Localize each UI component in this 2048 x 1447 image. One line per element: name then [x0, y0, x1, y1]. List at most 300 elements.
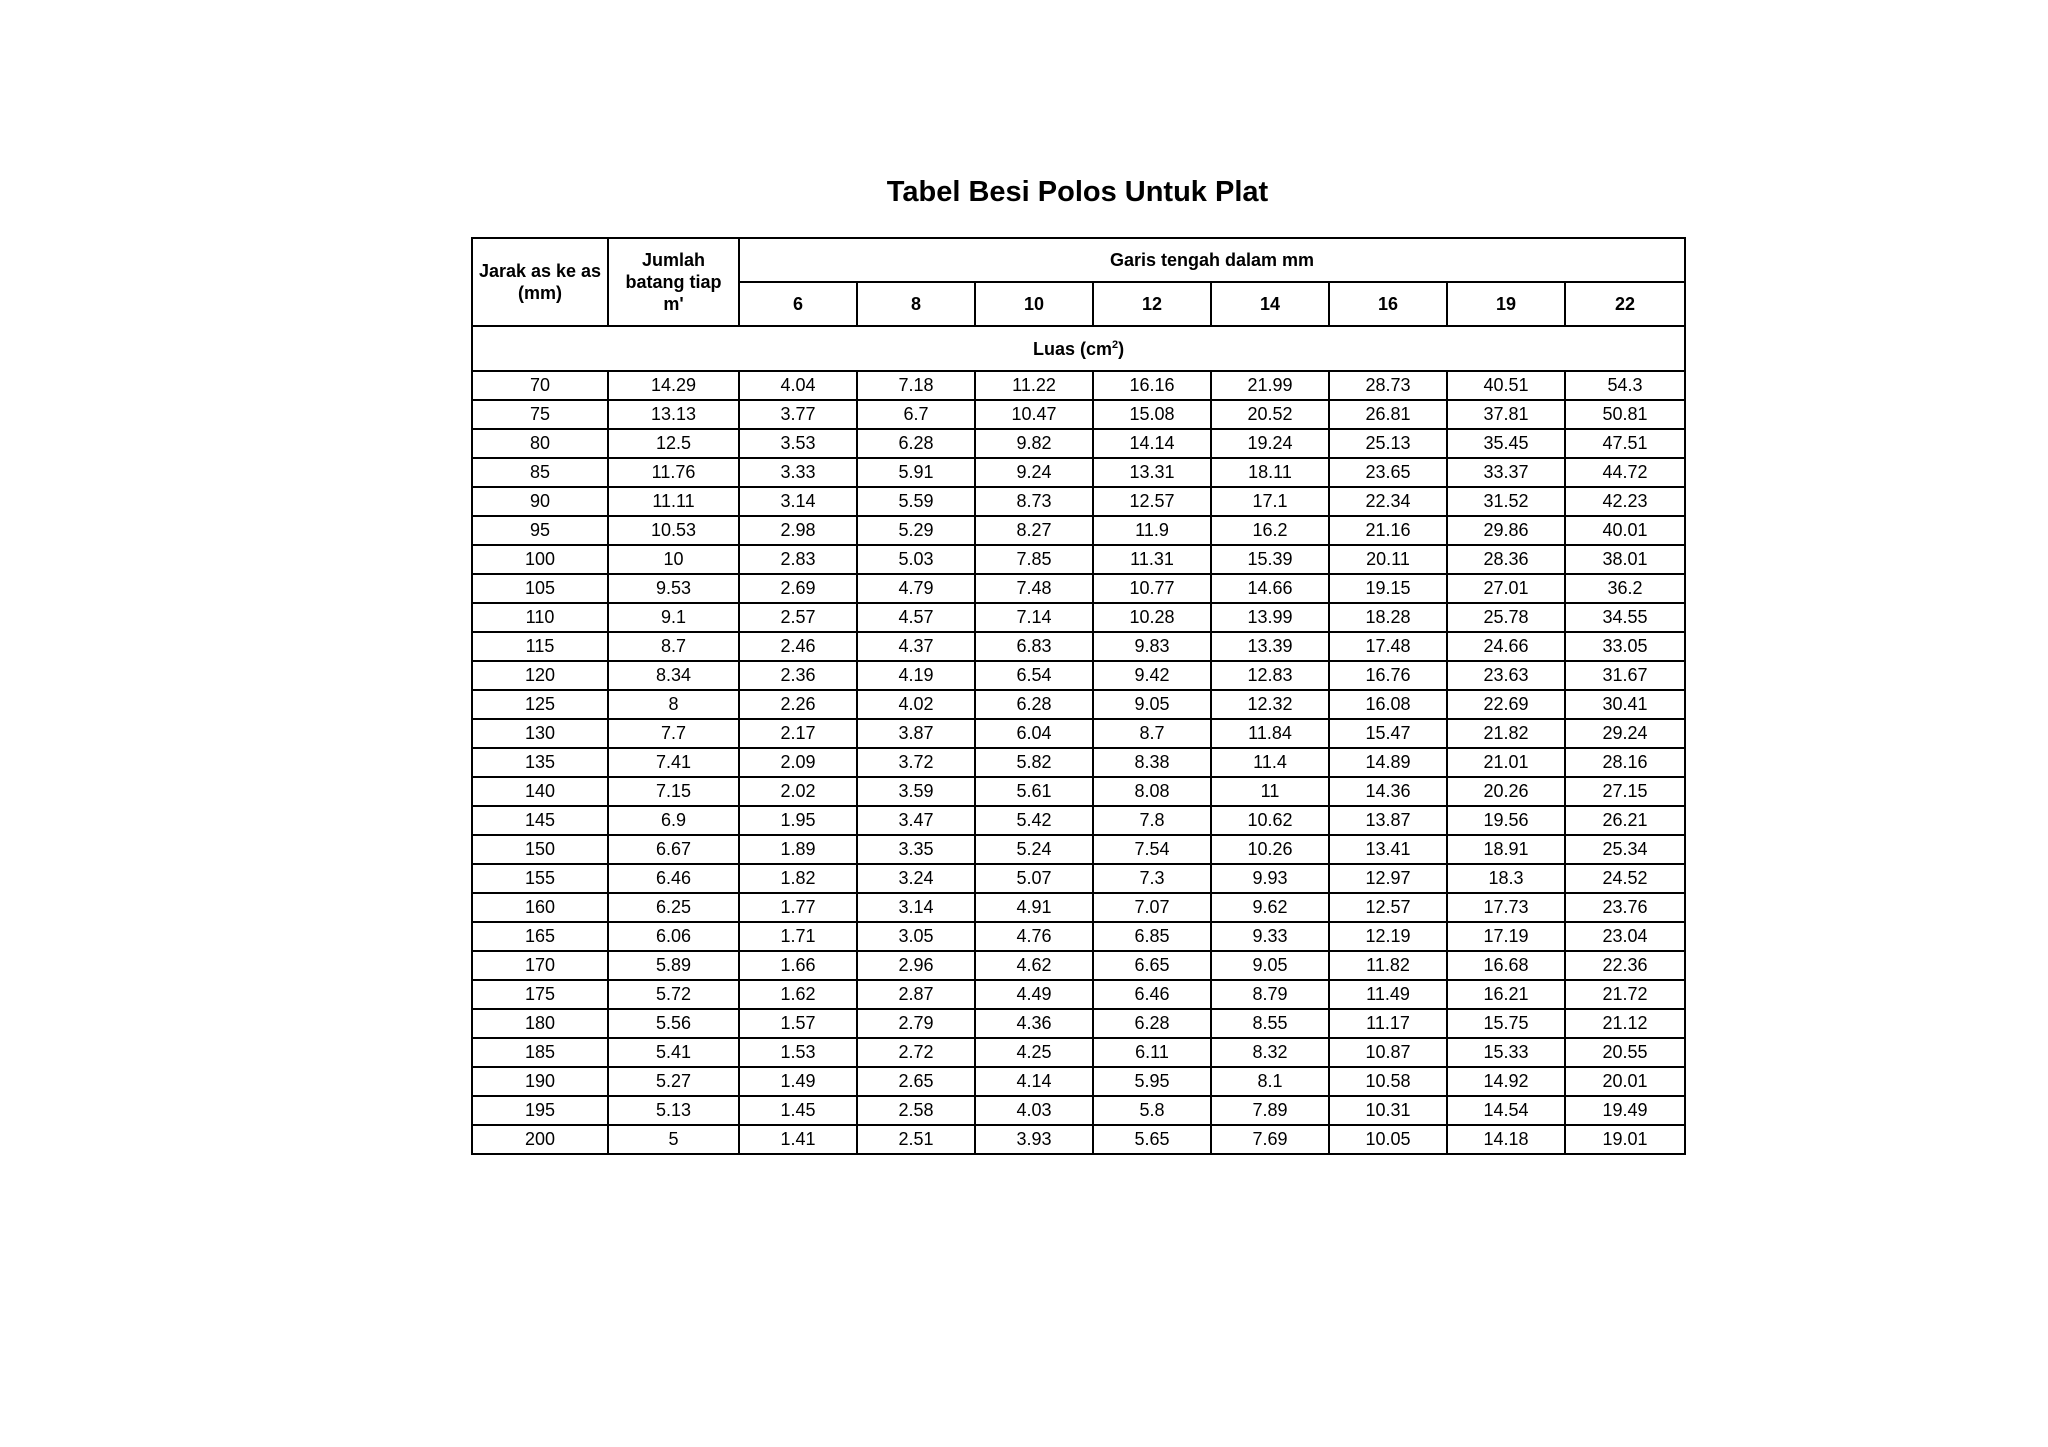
table-row	[472, 835, 1685, 864]
cell-luas: 27.01	[1447, 574, 1565, 603]
cell-luas: 16.68	[1447, 951, 1565, 980]
cell-jumlah: 12.5	[608, 429, 739, 458]
cell-jumlah: 6.25	[608, 893, 739, 922]
cell-luas: 17.1	[1211, 487, 1329, 516]
cell-luas: 6.65	[1093, 951, 1211, 980]
cell-luas: 7.69	[1211, 1125, 1329, 1154]
cell-luas: 2.65	[857, 1067, 975, 1096]
cell-jumlah: 7.15	[608, 777, 739, 806]
cell-luas: 23.65	[1329, 458, 1447, 487]
cell-luas: 4.49	[975, 980, 1093, 1009]
cell-luas: 16.08	[1329, 690, 1447, 719]
cell-luas: 9.62	[1211, 893, 1329, 922]
cell-luas: 33.05	[1565, 632, 1685, 661]
cell-jumlah: 6.06	[608, 922, 739, 951]
cell-luas: 2.02	[739, 777, 857, 806]
cell-luas: 3.35	[857, 835, 975, 864]
header-luas-end: )	[1118, 338, 1125, 359]
cell-jarak: 185	[472, 1038, 608, 1067]
cell-luas: 20.26	[1447, 777, 1565, 806]
table-row	[472, 719, 1685, 748]
cell-luas: 27.15	[1565, 777, 1685, 806]
cell-luas: 5.91	[857, 458, 975, 487]
cell-luas: 9.83	[1093, 632, 1211, 661]
cell-luas: 2.26	[739, 690, 857, 719]
cell-luas: 11.84	[1211, 719, 1329, 748]
cell-luas: 19.24	[1211, 429, 1329, 458]
header-jumlah	[608, 238, 739, 326]
cell-luas: 11.22	[975, 371, 1093, 400]
cell-jarak: 70	[472, 371, 608, 400]
cell-luas: 14.14	[1093, 429, 1211, 458]
cell-jumlah: 5.72	[608, 980, 739, 1009]
cell-luas: 6.85	[1093, 922, 1211, 951]
header-jarak-line1: Jarak as ke as	[478, 261, 602, 281]
cell-luas: 17.73	[1447, 893, 1565, 922]
cell-luas: 4.91	[975, 893, 1093, 922]
cell-luas: 9.42	[1093, 661, 1211, 690]
cell-luas: 25.78	[1447, 603, 1565, 632]
cell-luas: 16.76	[1329, 661, 1447, 690]
cell-luas: 4.79	[857, 574, 975, 603]
cell-luas: 5.42	[975, 806, 1093, 835]
cell-luas: 1.45	[739, 1096, 857, 1125]
cell-luas: 16.16	[1093, 371, 1211, 400]
cell-luas: 15.08	[1093, 400, 1211, 429]
table-row	[472, 429, 1685, 458]
cell-luas: 6.28	[857, 429, 975, 458]
cell-luas: 10.77	[1093, 574, 1211, 603]
cell-luas: 5.65	[1093, 1125, 1211, 1154]
cell-luas: 21.72	[1565, 980, 1685, 1009]
cell-luas: 10.26	[1211, 835, 1329, 864]
cell-luas: 3.47	[857, 806, 975, 835]
cell-jarak: 190	[472, 1067, 608, 1096]
cell-jumlah: 7.41	[608, 748, 739, 777]
header-diameter: 6	[739, 282, 857, 326]
cell-luas: 36.2	[1565, 574, 1685, 603]
cell-luas: 5.82	[975, 748, 1093, 777]
cell-luas: 4.19	[857, 661, 975, 690]
cell-luas: 3.24	[857, 864, 975, 893]
cell-luas: 12.19	[1329, 922, 1447, 951]
cell-luas: 29.86	[1447, 516, 1565, 545]
cell-luas: 7.48	[975, 574, 1093, 603]
cell-luas: 22.36	[1565, 951, 1685, 980]
table-row	[472, 893, 1685, 922]
cell-jarak: 160	[472, 893, 608, 922]
cell-luas: 17.19	[1447, 922, 1565, 951]
cell-luas: 4.37	[857, 632, 975, 661]
cell-jarak: 90	[472, 487, 608, 516]
cell-luas: 9.24	[975, 458, 1093, 487]
cell-luas: 6.54	[975, 661, 1093, 690]
table-row	[472, 922, 1685, 951]
cell-luas: 9.93	[1211, 864, 1329, 893]
cell-jumlah: 6.67	[608, 835, 739, 864]
cell-luas: 7.3	[1093, 864, 1211, 893]
cell-luas: 15.75	[1447, 1009, 1565, 1038]
cell-luas: 28.73	[1329, 371, 1447, 400]
table-row	[472, 487, 1685, 516]
cell-luas: 2.17	[739, 719, 857, 748]
table-row	[472, 690, 1685, 719]
table-row	[472, 1067, 1685, 1096]
cell-luas: 24.66	[1447, 632, 1565, 661]
cell-luas: 8.55	[1211, 1009, 1329, 1038]
cell-luas: 34.55	[1565, 603, 1685, 632]
cell-luas: 19.01	[1565, 1125, 1685, 1154]
cell-luas: 44.72	[1565, 458, 1685, 487]
header-jumlah-line3: m'	[663, 294, 684, 314]
cell-luas: 40.51	[1447, 371, 1565, 400]
cell-luas: 11.31	[1093, 545, 1211, 574]
cell-luas: 6.83	[975, 632, 1093, 661]
cell-luas: 9.05	[1093, 690, 1211, 719]
header-diameter: 10	[975, 282, 1093, 326]
cell-luas: 20.55	[1565, 1038, 1685, 1067]
cell-luas: 28.16	[1565, 748, 1685, 777]
cell-luas: 14.92	[1447, 1067, 1565, 1096]
header-jarak-line2: (mm)	[518, 283, 562, 303]
cell-jarak: 145	[472, 806, 608, 835]
cell-luas: 4.76	[975, 922, 1093, 951]
cell-luas: 14.89	[1329, 748, 1447, 777]
cell-luas: 40.01	[1565, 516, 1685, 545]
cell-luas: 10.47	[975, 400, 1093, 429]
cell-luas: 3.77	[739, 400, 857, 429]
cell-luas: 30.41	[1565, 690, 1685, 719]
cell-luas: 4.36	[975, 1009, 1093, 1038]
cell-luas: 19.49	[1565, 1096, 1685, 1125]
cell-luas: 11	[1211, 777, 1329, 806]
cell-luas: 6.04	[975, 719, 1093, 748]
cell-jumlah: 5.41	[608, 1038, 739, 1067]
cell-luas: 12.57	[1093, 487, 1211, 516]
cell-luas: 15.33	[1447, 1038, 1565, 1067]
reinforcement-table	[471, 237, 1686, 1155]
cell-luas: 1.49	[739, 1067, 857, 1096]
cell-luas: 11.4	[1211, 748, 1329, 777]
cell-jumlah: 5.89	[608, 951, 739, 980]
cell-luas: 4.57	[857, 603, 975, 632]
cell-luas: 13.41	[1329, 835, 1447, 864]
cell-luas: 18.11	[1211, 458, 1329, 487]
cell-luas: 2.46	[739, 632, 857, 661]
cell-luas: 8.27	[975, 516, 1093, 545]
cell-luas: 14.36	[1329, 777, 1447, 806]
cell-luas: 10.62	[1211, 806, 1329, 835]
cell-luas: 2.09	[739, 748, 857, 777]
cell-luas: 10.58	[1329, 1067, 1447, 1096]
cell-luas: 10.87	[1329, 1038, 1447, 1067]
cell-jarak: 175	[472, 980, 608, 1009]
cell-luas: 35.45	[1447, 429, 1565, 458]
cell-luas: 33.37	[1447, 458, 1565, 487]
cell-luas: 3.87	[857, 719, 975, 748]
cell-jarak: 150	[472, 835, 608, 864]
table-row	[472, 1009, 1685, 1038]
cell-luas: 42.23	[1565, 487, 1685, 516]
header-garis-tengah: Garis tengah dalam mm	[739, 238, 1685, 282]
cell-luas: 2.58	[857, 1096, 975, 1125]
cell-luas: 23.04	[1565, 922, 1685, 951]
cell-luas: 14.54	[1447, 1096, 1565, 1125]
cell-luas: 2.98	[739, 516, 857, 545]
cell-luas: 12.57	[1329, 893, 1447, 922]
cell-luas: 18.3	[1447, 864, 1565, 893]
cell-luas: 21.01	[1447, 748, 1565, 777]
cell-luas: 3.93	[975, 1125, 1093, 1154]
cell-jarak: 80	[472, 429, 608, 458]
cell-luas: 5.03	[857, 545, 975, 574]
cell-luas: 8.38	[1093, 748, 1211, 777]
cell-jumlah: 5.56	[608, 1009, 739, 1038]
cell-luas: 9.05	[1211, 951, 1329, 980]
cell-jarak: 170	[472, 951, 608, 980]
cell-luas: 5.07	[975, 864, 1093, 893]
cell-luas: 50.81	[1565, 400, 1685, 429]
cell-luas: 10.05	[1329, 1125, 1447, 1154]
cell-jumlah: 9.53	[608, 574, 739, 603]
header-jarak	[472, 238, 608, 326]
cell-luas: 26.21	[1565, 806, 1685, 835]
cell-luas: 6.7	[857, 400, 975, 429]
cell-luas: 1.71	[739, 922, 857, 951]
cell-luas: 2.51	[857, 1125, 975, 1154]
cell-luas: 3.14	[857, 893, 975, 922]
table-row	[472, 371, 1685, 400]
header-jumlah-line2: batang tiap	[625, 272, 722, 292]
cell-luas: 7.14	[975, 603, 1093, 632]
cell-jarak: 180	[472, 1009, 608, 1038]
cell-jarak: 75	[472, 400, 608, 429]
cell-luas: 31.67	[1565, 661, 1685, 690]
header-luas-sup: 2	[1111, 338, 1119, 351]
cell-luas: 5.8	[1093, 1096, 1211, 1125]
cell-luas: 5.29	[857, 516, 975, 545]
cell-luas: 2.36	[739, 661, 857, 690]
cell-luas: 4.02	[857, 690, 975, 719]
cell-luas: 15.39	[1211, 545, 1329, 574]
cell-luas: 12.97	[1329, 864, 1447, 893]
cell-jumlah: 5.27	[608, 1067, 739, 1096]
cell-luas: 16.2	[1211, 516, 1329, 545]
table-row	[472, 1125, 1685, 1154]
cell-luas: 23.76	[1565, 893, 1685, 922]
cell-luas: 6.28	[975, 690, 1093, 719]
cell-luas: 12.32	[1211, 690, 1329, 719]
cell-luas: 11.17	[1329, 1009, 1447, 1038]
cell-luas: 6.28	[1093, 1009, 1211, 1038]
cell-luas: 7.18	[857, 371, 975, 400]
cell-jumlah: 8.7	[608, 632, 739, 661]
cell-jarak: 85	[472, 458, 608, 487]
cell-luas: 7.54	[1093, 835, 1211, 864]
table-row	[472, 574, 1685, 603]
cell-luas: 3.59	[857, 777, 975, 806]
header-diameter: 22	[1565, 282, 1685, 326]
cell-luas: 1.95	[739, 806, 857, 835]
cell-jarak: 130	[472, 719, 608, 748]
cell-luas: 20.11	[1329, 545, 1447, 574]
cell-luas: 1.57	[739, 1009, 857, 1038]
cell-luas: 4.04	[739, 371, 857, 400]
cell-luas: 2.83	[739, 545, 857, 574]
cell-luas: 3.05	[857, 922, 975, 951]
cell-luas: 5.59	[857, 487, 975, 516]
cell-luas: 4.03	[975, 1096, 1093, 1125]
cell-luas: 6.11	[1093, 1038, 1211, 1067]
cell-luas: 8.7	[1093, 719, 1211, 748]
header-luas-label: Luas (cm	[1032, 338, 1112, 359]
cell-luas: 2.79	[857, 1009, 975, 1038]
cell-jumlah: 11.76	[608, 458, 739, 487]
cell-luas: 18.91	[1447, 835, 1565, 864]
table-row	[472, 661, 1685, 690]
cell-luas: 4.14	[975, 1067, 1093, 1096]
cell-luas: 8.73	[975, 487, 1093, 516]
cell-luas: 25.13	[1329, 429, 1447, 458]
cell-jumlah: 5	[608, 1125, 739, 1154]
cell-jarak: 100	[472, 545, 608, 574]
cell-luas: 47.51	[1565, 429, 1685, 458]
cell-jarak: 120	[472, 661, 608, 690]
header-diameter: 14	[1211, 282, 1329, 326]
cell-jarak: 105	[472, 574, 608, 603]
cell-luas: 8.08	[1093, 777, 1211, 806]
cell-luas: 5.95	[1093, 1067, 1211, 1096]
header-diameter: 16	[1329, 282, 1447, 326]
table-row	[472, 1038, 1685, 1067]
cell-luas: 1.53	[739, 1038, 857, 1067]
cell-luas: 17.48	[1329, 632, 1447, 661]
cell-luas: 11.49	[1329, 980, 1447, 1009]
cell-luas: 23.63	[1447, 661, 1565, 690]
cell-luas: 13.31	[1093, 458, 1211, 487]
cell-luas: 7.89	[1211, 1096, 1329, 1125]
cell-luas: 2.96	[857, 951, 975, 980]
cell-jumlah: 9.1	[608, 603, 739, 632]
header-diameter: 12	[1093, 282, 1211, 326]
cell-luas: 7.85	[975, 545, 1093, 574]
cell-luas: 5.24	[975, 835, 1093, 864]
cell-jarak: 135	[472, 748, 608, 777]
cell-jumlah: 11.11	[608, 487, 739, 516]
table-row	[472, 951, 1685, 980]
cell-jumlah: 8.34	[608, 661, 739, 690]
cell-jumlah: 5.13	[608, 1096, 739, 1125]
cell-luas: 3.33	[739, 458, 857, 487]
cell-luas: 28.36	[1447, 545, 1565, 574]
cell-jumlah: 10	[608, 545, 739, 574]
cell-luas: 2.69	[739, 574, 857, 603]
cell-jumlah: 14.29	[608, 371, 739, 400]
cell-jumlah: 8	[608, 690, 739, 719]
table-row	[472, 777, 1685, 806]
cell-luas: 22.69	[1447, 690, 1565, 719]
cell-luas: 1.77	[739, 893, 857, 922]
cell-luas: 18.28	[1329, 603, 1447, 632]
cell-luas: 6.46	[1093, 980, 1211, 1009]
cell-luas: 25.34	[1565, 835, 1685, 864]
cell-luas: 22.34	[1329, 487, 1447, 516]
table-row	[472, 400, 1685, 429]
table-row	[472, 516, 1685, 545]
cell-luas: 5.61	[975, 777, 1093, 806]
cell-luas: 1.41	[739, 1125, 857, 1154]
cell-luas: 19.56	[1447, 806, 1565, 835]
table-row	[472, 458, 1685, 487]
header-diameter: 19	[1447, 282, 1565, 326]
cell-luas: 1.82	[739, 864, 857, 893]
cell-luas: 14.66	[1211, 574, 1329, 603]
cell-luas: 3.53	[739, 429, 857, 458]
cell-luas: 1.62	[739, 980, 857, 1009]
cell-luas: 8.32	[1211, 1038, 1329, 1067]
cell-luas: 54.3	[1565, 371, 1685, 400]
cell-jarak: 140	[472, 777, 608, 806]
cell-luas: 15.47	[1329, 719, 1447, 748]
cell-luas: 3.14	[739, 487, 857, 516]
cell-luas: 31.52	[1447, 487, 1565, 516]
cell-luas: 11.9	[1093, 516, 1211, 545]
cell-luas: 2.87	[857, 980, 975, 1009]
cell-jumlah: 13.13	[608, 400, 739, 429]
cell-jumlah: 6.9	[608, 806, 739, 835]
cell-luas: 8.79	[1211, 980, 1329, 1009]
cell-luas: 20.52	[1211, 400, 1329, 429]
cell-luas: 26.81	[1329, 400, 1447, 429]
cell-jarak: 165	[472, 922, 608, 951]
table-row	[472, 1096, 1685, 1125]
cell-jumlah: 7.7	[608, 719, 739, 748]
cell-luas: 13.99	[1211, 603, 1329, 632]
cell-luas: 1.89	[739, 835, 857, 864]
header-luas	[472, 326, 1685, 371]
page-title: Tabel Besi Polos Untuk Plat	[886, 176, 1269, 208]
cell-luas: 8.1	[1211, 1067, 1329, 1096]
table-row	[472, 980, 1685, 1009]
cell-luas: 9.33	[1211, 922, 1329, 951]
cell-luas: 13.39	[1211, 632, 1329, 661]
cell-luas: 16.21	[1447, 980, 1565, 1009]
table-body	[472, 371, 1685, 1154]
cell-luas: 19.15	[1329, 574, 1447, 603]
cell-jarak: 95	[472, 516, 608, 545]
cell-luas: 38.01	[1565, 545, 1685, 574]
cell-luas: 11.82	[1329, 951, 1447, 980]
cell-jarak: 125	[472, 690, 608, 719]
cell-jarak: 200	[472, 1125, 608, 1154]
table-row	[472, 545, 1685, 574]
table-row	[472, 632, 1685, 661]
cell-luas: 2.72	[857, 1038, 975, 1067]
cell-luas: 21.99	[1211, 371, 1329, 400]
cell-luas: 37.81	[1447, 400, 1565, 429]
cell-luas: 10.28	[1093, 603, 1211, 632]
cell-luas: 3.72	[857, 748, 975, 777]
cell-luas: 12.83	[1211, 661, 1329, 690]
cell-luas: 9.82	[975, 429, 1093, 458]
cell-luas: 24.52	[1565, 864, 1685, 893]
cell-luas: 20.01	[1565, 1067, 1685, 1096]
cell-jarak: 195	[472, 1096, 608, 1125]
header-jumlah-line1: Jumlah	[641, 250, 706, 270]
cell-luas: 10.31	[1329, 1096, 1447, 1125]
cell-luas: 29.24	[1565, 719, 1685, 748]
cell-luas: 21.16	[1329, 516, 1447, 545]
